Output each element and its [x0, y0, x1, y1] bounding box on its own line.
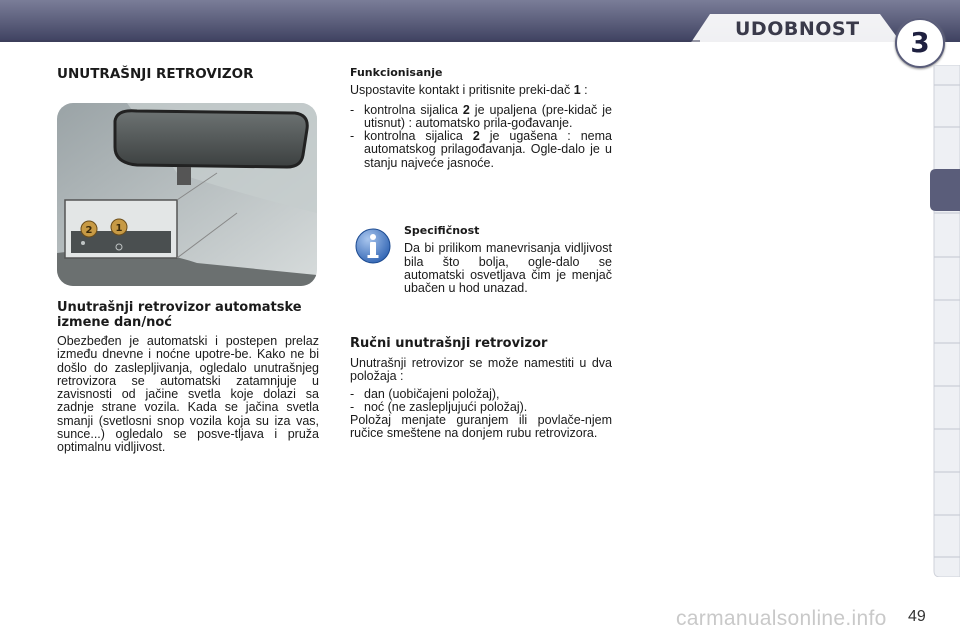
chapter-number-badge	[895, 18, 945, 68]
watermark: carmanualsonline.info	[676, 607, 887, 630]
functioning-intro: Uspostavite kontakt i pritisnite preki-dač 1 :	[350, 83, 588, 98]
section-title: UNUTRAŠNJI RETROVIZOR	[57, 66, 254, 82]
auto-mirror-description: Obezbeđen je automatski i postepen prelaz između dnevne i noćne upotre-be. Kako ne bi došlo do zaslepljivanja, ogledalo unutrašnjeg retrovizora se automatski zatamnjuje u zavisnosti od jačine svetla koje dolazi sa zadnje strane vozila. Kada se jačina svetla smanji (svetlosni snop vozila koja su iza vas, sunce...) ogledalo se posve-tljava i pruža optimalnu vidljivost.	[57, 334, 319, 455]
photo-label-2: 2	[85, 225, 93, 236]
functioning-section	[350, 66, 612, 170]
manual-outro: Položaj menjate guranjem ili povlače-njem ručice smeštene na donjem rubu retrovizora.	[350, 413, 612, 441]
manual-section	[350, 357, 612, 441]
page-number: 49	[908, 608, 926, 625]
functioning-item: - kontrolna sijalica 2 je upaljena (pre-kidač je utisnut) : automatsko prila-gođavanje.	[350, 102, 612, 130]
manual-mirror-heading: Ručni unutrašnji retrovizor	[350, 336, 548, 351]
functioning-item: - kontrolna sijalica 2 je ugašena : nema automatskog prilagođavanja. Ogle-dalo je u stanju najveće jasnoće.	[350, 129, 612, 170]
specific-body: Da bi prilikom manevrisanja vidljivost bila što bolja, ogle-dalo se automatski osvetljava čim je menjač ubačen u hod unazad.	[404, 241, 612, 296]
chapter-number: 3	[910, 26, 930, 59]
chapter-title: UDOBNOST	[735, 18, 860, 40]
functioning-heading: Funkcionisanje	[350, 66, 443, 79]
photo-label-1: 1	[115, 223, 123, 234]
mirror-illustration	[57, 103, 317, 286]
specific-section	[350, 224, 612, 295]
chapter-tab-strip	[926, 65, 960, 577]
manual-intro: Unutrašnji retrovizor se može namestiti u dva položaja :	[350, 356, 612, 384]
manual-item: - noć (ne zaslepljujući položaj).	[350, 399, 528, 414]
mirror-photo	[57, 103, 317, 286]
manual-item: - dan (uobičajeni položaj),	[350, 386, 500, 401]
specific-heading: Specifičnost	[404, 224, 480, 237]
subsection-title-auto: Unutrašnji retrovizor automatske izmene dan/noć	[57, 300, 302, 330]
